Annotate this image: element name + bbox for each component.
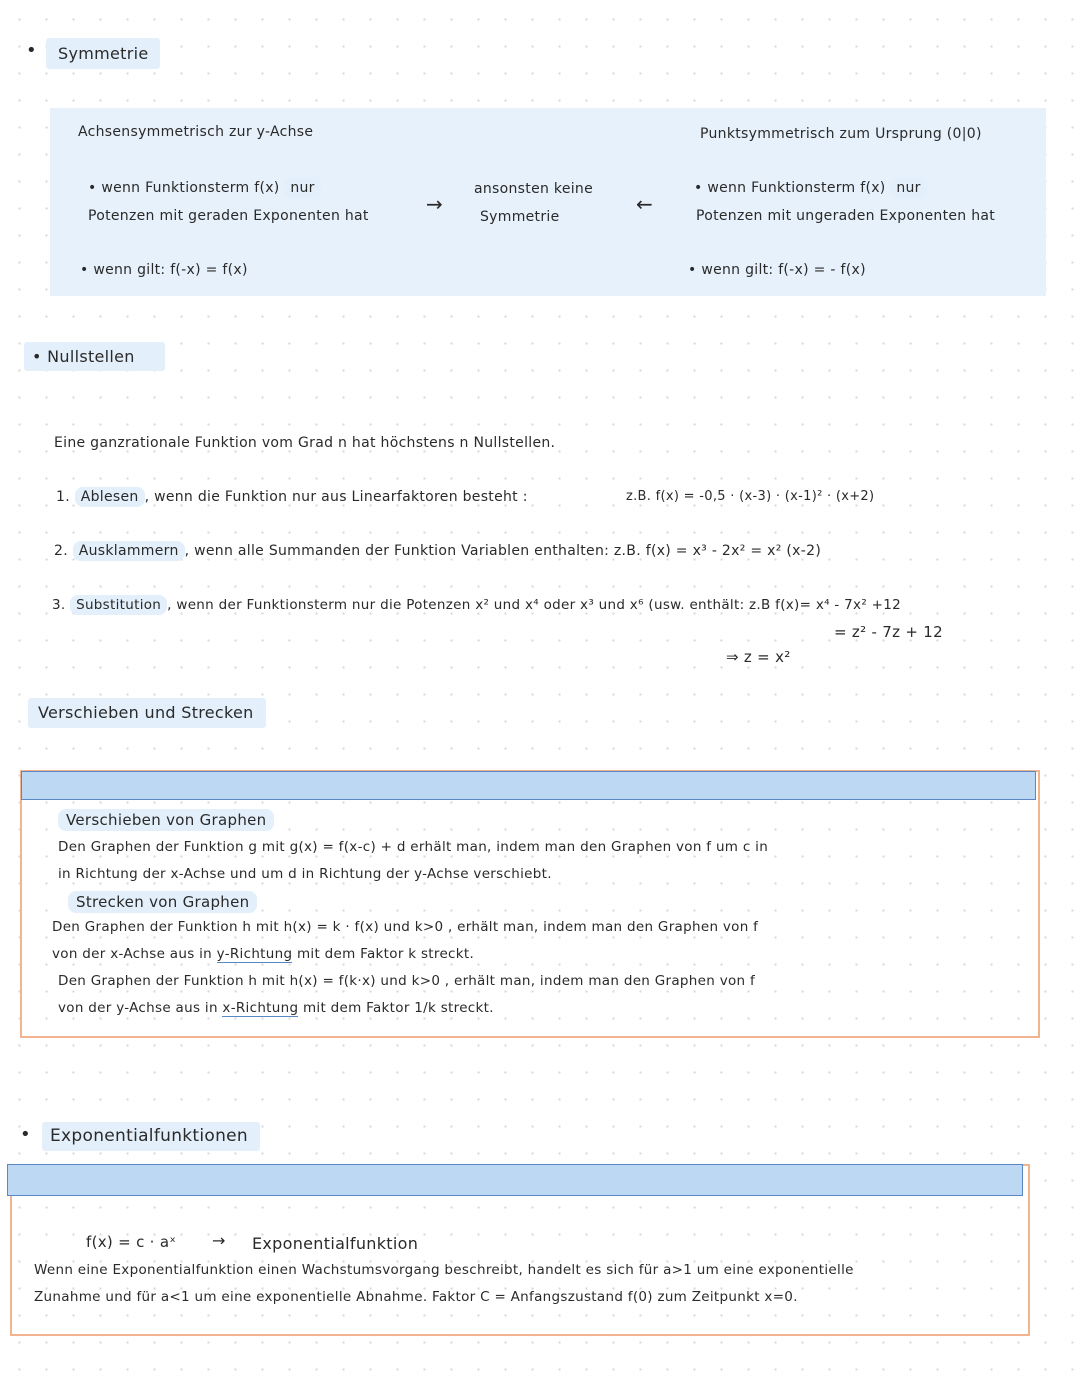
header-bar bbox=[7, 1164, 1023, 1196]
left-line1: • wenn Funktionsterm f(x) nur bbox=[88, 180, 321, 196]
left-line3: • wenn gilt: f(-x) = f(x) bbox=[80, 262, 248, 278]
item-3-line2: = z² - 7z + 12 bbox=[834, 623, 943, 641]
item-1 bbox=[56, 489, 528, 505]
item-2 bbox=[54, 543, 821, 559]
right-line3: • wenn gilt: f(-x) = - f(x) bbox=[688, 262, 866, 278]
s-line4 bbox=[58, 1000, 494, 1016]
s-line4-end: mit dem Faktor 1/k streckt. bbox=[302, 1000, 494, 1016]
nur-highlight: nur bbox=[890, 178, 926, 198]
exp-formula-label: Exponentialfunktion bbox=[252, 1234, 419, 1253]
item-1-example: z.B. f(x) = -0,5 · (x-3) · (x-1)² · (x+2) bbox=[626, 489, 875, 504]
middle-line2: Symmetrie bbox=[480, 209, 560, 225]
s-line2-text: von der x-Achse aus in bbox=[52, 946, 213, 962]
item-3-keyword: Substitution bbox=[70, 595, 167, 615]
bullet: • bbox=[26, 40, 37, 61]
section-heading-nullstellen: • Nullstellen bbox=[24, 342, 165, 371]
section-heading-symmetrie: Symmetrie bbox=[46, 38, 160, 69]
item-1-number: 1. bbox=[56, 489, 70, 505]
right-line1-text: wenn Funktionsterm f(x) bbox=[707, 180, 886, 196]
arrow-right-icon: → bbox=[426, 192, 443, 216]
s-line2 bbox=[52, 946, 474, 962]
item-1-text: , wenn die Funktion nur aus Linearfaktoren besteht : bbox=[144, 489, 528, 505]
arrow-right-icon: → bbox=[212, 1231, 226, 1250]
nullstellen-intro: Eine ganzrationale Funktion vom Grad n hat höchstens n Nullstellen. bbox=[54, 435, 556, 451]
header-bar bbox=[21, 771, 1036, 800]
nullstellen-heading-text: Nullstellen bbox=[47, 347, 135, 366]
s-line1: Den Graphen der Funktion h mit h(x) = k · f(x) und k>0 , erhält man, indem man den Graphen von f bbox=[52, 919, 759, 935]
exp-formula: f(x) = c · aˣ bbox=[86, 1233, 177, 1251]
item-2-keyword: Ausklammern bbox=[73, 541, 185, 561]
left-title: Achsensymmetrisch zur y-Achse bbox=[78, 124, 314, 140]
section-heading-exponential: Exponentialfunktionen bbox=[42, 1122, 260, 1151]
arrow-left-icon: ← bbox=[636, 192, 653, 216]
s-line2-end: mit dem Faktor k streckt. bbox=[296, 946, 475, 962]
subheading-strecken: Strecken von Graphen bbox=[68, 891, 257, 913]
x-richtung-underlined: x-Richtung bbox=[222, 1000, 299, 1016]
right-line3-text: wenn gilt: f(-x) = - f(x) bbox=[701, 262, 866, 278]
exp-line2: Zunahme und für a<1 um eine exponentielle Abnahme. Faktor C = Anfangszustand f(0) zum Zeitpunkt x=0. bbox=[34, 1289, 798, 1305]
s-line4-text: von der y-Achse aus in bbox=[58, 1000, 218, 1016]
nur-highlight: nur bbox=[284, 178, 320, 198]
left-line2: Potenzen mit geraden Exponenten hat bbox=[88, 208, 369, 224]
left-line3-text: wenn gilt: f(-x) = f(x) bbox=[93, 262, 248, 278]
left-line1-text: wenn Funktionsterm f(x) bbox=[101, 180, 280, 196]
exp-line1: Wenn eine Exponentialfunktion einen Wachstumsvorgang beschreibt, handelt es sich für a>1 um eine exponentielle bbox=[34, 1262, 854, 1278]
y-richtung-underlined: y-Richtung bbox=[216, 946, 293, 962]
item-2-number: 2. bbox=[54, 543, 68, 559]
item-1-keyword: Ablesen bbox=[75, 487, 145, 507]
right-line1: • wenn Funktionsterm f(x) nur bbox=[694, 180, 927, 196]
s-line3: Den Graphen der Funktion h mit h(x) = f(k·x) und k>0 , erhält man, indem man den Graphen von f bbox=[58, 973, 756, 989]
right-line2: Potenzen mit ungeraden Exponenten hat bbox=[696, 208, 996, 224]
right-title: Punktsymmetrisch zum Ursprung (0|0) bbox=[700, 126, 982, 142]
middle-line1: ansonsten keine bbox=[474, 181, 594, 197]
item-3-text: , wenn der Funktionsterm nur die Potenzen x² und x⁴ oder x³ und x⁶ (usw. enthält: z.B f(x)= x⁴ - 7x² +12 bbox=[167, 597, 902, 613]
subheading-verschieben: Verschieben von Graphen bbox=[58, 809, 274, 831]
item-3-number: 3. bbox=[52, 597, 66, 613]
item-2-text: , wenn alle Summanden der Funktion Variablen enthalten: z.B. f(x) = x³ - 2x² = x² (x-2) bbox=[184, 543, 822, 559]
v-line1: Den Graphen der Funktion g mit g(x) = f(x-c) + d erhält man, indem man den Graphen von f um c in bbox=[58, 839, 769, 855]
item-3 bbox=[52, 597, 901, 613]
item-3-line3: ⇒ z = x² bbox=[726, 648, 791, 666]
bullet: • bbox=[20, 1124, 31, 1145]
section-heading-verschieben: Verschieben und Strecken bbox=[28, 698, 266, 728]
v-line2: in Richtung der x-Achse und um d in Richtung der y-Achse verschiebt. bbox=[58, 866, 552, 882]
